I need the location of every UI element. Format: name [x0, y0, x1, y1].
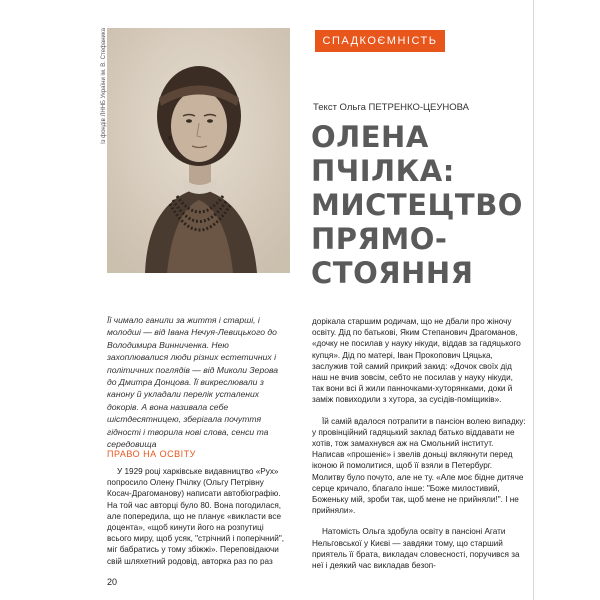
page-number: 20 — [107, 577, 118, 587]
title-line: МИСТЕЦТВО — [311, 188, 523, 222]
body-paragraph: дорікала старшим родичам, що не дбали про жіночу освіту. Дід по батькові, Яким Степанович Драгоманов, «дочку не посилав у науку нікуди, віддав за гадяцького купця». Дід по матері, Іван Прокопович Цяцька, заслужив той самий прикрий закид: «Дочок своїх дід наш не вчив зовсім, себто не посилав у науку нікуди, так вони всі й жили панночками-хуторянками, доки й заміж повиходили з хутора, за сусідів-поміщиків». — [312, 317, 521, 405]
page-edge — [533, 0, 534, 600]
left-column-body — [107, 466, 285, 577]
portrait-photo — [107, 28, 290, 273]
article-title — [311, 120, 526, 290]
photo-credit: Із фондів ЛННБ України ім. В. Стефаника — [101, 28, 107, 144]
section-tag: СПАДКОЄМНІСТЬ — [315, 30, 445, 52]
lead-text: Її чимало ганили за життя і старші, і молодші — від Івана Нечуя-Левицького до Володимира Винниченка. Нею захоплювалися люди різних естетичних і політичних поглядів — від Миколи Зерова до Дмитра Донцова. Її викреслювали з канону й укладали перелік усталених докорів. А вона називала себе шістдесятницею, зберігала почуття гідності і творила нові слова, сенси та середовища — [107, 315, 279, 450]
title-line: СТОЯННЯ — [311, 256, 474, 290]
lead-paragraph — [107, 314, 285, 450]
section-heading: ПРАВО НА ОСВІТУ — [107, 449, 196, 459]
title-line: ПЧІЛКА: — [311, 154, 455, 188]
body-paragraph: У 1929 році харківське видавництво «Рух» попросило Олену Пчілку (Ольгу Петрівну Косач-Драгоманову) написати автобіографію. На той час авторці було 80. Вона погодилася, але попередила, що не планує «викласти все доцента», «щоб кинути його на розпутиці всього миру, щоб усяк, "стрічний і поперічний", міг бабратись у тому збіжжі». Переповідаючи свій шляхетний родовід, авторка раз по раз — [107, 467, 285, 566]
byline: Текст Ольга ПЕТРЕНКО-ЦЕУНОВА — [313, 102, 469, 113]
title-line: ОЛЕНА — [311, 120, 429, 154]
title-line: ПРЯМО- — [311, 222, 448, 256]
body-paragraph: Їй самій вдалося потрапити в пансіон волею випадку: у провінційний гадяцький заклад батько віддавати не хотів, тож замахнувся аж на Смольний інститут. Написав «прошеніє» і звелів доньці вклякнути перед іконою й помолитися, щоб її взяли в Петербург. Молитву було почуто, але не ту. «Але моє бідне дитяче серце кричало, благало інше: "Боже милостивий, Боженьку мій, зроби так, щоб мене не прийняли!". І не прийняли». — [312, 416, 526, 516]
body-paragraph: Натомість Ольга здобула освіту в пансіоні Агати Нельговської у Києві — завдяки тому, що старший приятель її брата, викладач словесності, поручився за неї і деякий час викладав безоп- — [312, 527, 520, 571]
right-column-body — [312, 316, 526, 581]
